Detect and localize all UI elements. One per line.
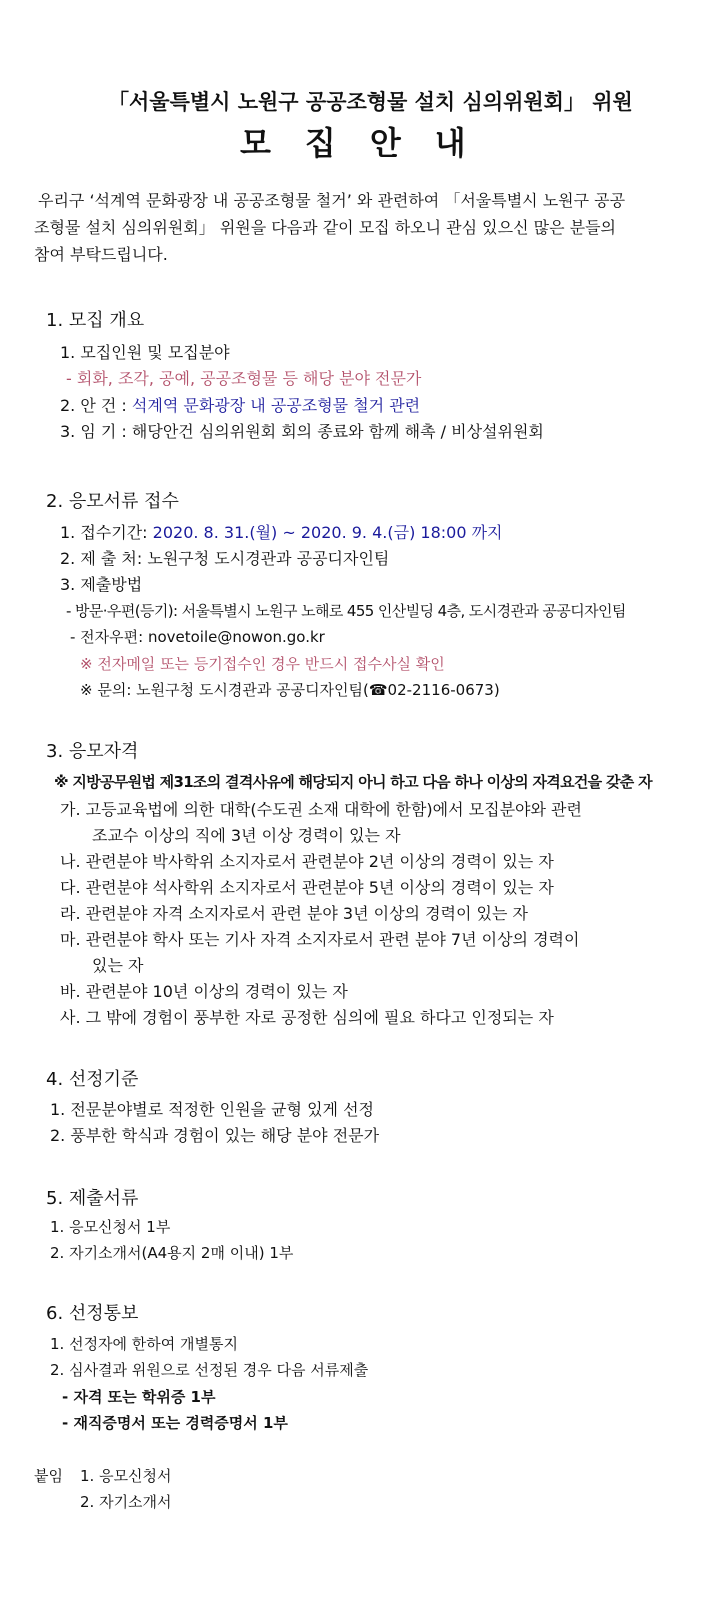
s2-item-1-label: 1. 접수기간: [60, 523, 153, 542]
s6-item-1: 1. 선정자에 한하여 개별통지 [50, 1335, 239, 1353]
section-5-heading: 5. 제출서류 [46, 1188, 139, 1209]
s3-item-sa: 사. 그 밖에 경험이 풍부한 자로 공정한 심의에 필요 하다고 인정되는 자 [60, 1008, 554, 1027]
s2-item-3: 3. 제출방법 [60, 575, 143, 594]
s3-item-ga-1: 가. 고등교육법에 의한 대학(수도권 소재 대학에 한함)에서 모집분야와 관련 [60, 800, 582, 819]
attachment-item-1: 1. 응모신청서 [80, 1467, 172, 1485]
s3-item-na: 나. 관련분야 박사학위 소지자로서 관련분야 2년 이상의 경력이 있는 자 [60, 852, 554, 871]
s2-item-1-value: 2020. 8. 31.(월) ~ 2020. 9. 4.(금) 18:00 까지 [152, 523, 503, 542]
s2-method-visit-mail: - 방문·우편(등기): 서울특별시 노원구 노해로 455 인산빌딩 4층, 도시경관과 공공디자인팀 [66, 602, 626, 620]
section-6-heading: 6. 선정통보 [46, 1303, 139, 1324]
title-line-1: 「서울특별시 노원구 공공조형물 설치 심의위원회」 위원 [108, 90, 633, 114]
section-4-heading: 4. 선정기준 [46, 1069, 139, 1090]
s6-item-2: 2. 심사결과 위원으로 선정된 경우 다음 서류제출 [50, 1361, 369, 1379]
s1-item-1-sub: - 회화, 조각, 공예, 공공조형물 등 해당 분야 전문가 [66, 369, 422, 388]
attachment-item-2: 2. 자기소개서 [80, 1493, 172, 1511]
section-2-heading: 2. 응모서류 접수 [46, 491, 179, 512]
s4-item-1: 1. 전문분야별로 적정한 인원을 균형 있게 선정 [50, 1100, 374, 1119]
intro-line-1: 우리구 ‘석계역 문화광장 내 공공조형물 철거’ 와 관련하여 「서울특별시 노원구 공공 [38, 191, 626, 210]
title-line-2: 모집안내 [240, 124, 500, 162]
s1-item-2-value: 석계역 문화광장 내 공공조형물 철거 관련 [131, 396, 421, 415]
s3-item-ga-2: 조교수 이상의 직에 3년 이상 경력이 있는 자 [92, 826, 401, 845]
s2-item-1 [60, 520, 503, 543]
s3-item-da: 다. 관련분야 석사학위 소지자로서 관련분야 5년 이상의 경력이 있는 자 [60, 878, 554, 897]
s3-item-ma-2: 있는 자 [92, 956, 144, 975]
s1-item-3 [60, 419, 544, 442]
s2-item-2: 2. 제 출 처: 노원구청 도시경관과 공공디자인팀 [60, 549, 390, 568]
s1-item-3-value: 해당안건 심의위원회 회의 종료와 함께 해촉 / 비상설위원회 [131, 422, 544, 441]
s4-item-2: 2. 풍부한 학식과 경험이 있는 해당 분야 전문가 [50, 1126, 380, 1145]
s1-item-2 [60, 393, 420, 416]
section-3-heading: 3. 응모자격 [46, 741, 139, 762]
s3-item-ra: 라. 관련분야 자격 소지자로서 관련 분야 3년 이상의 경력이 있는 자 [60, 904, 528, 923]
s5-item-2: 2. 자기소개서(A4용지 2매 이내) 1부 [50, 1244, 294, 1262]
section-1-heading: 1. 모집 개요 [46, 310, 145, 331]
s6-doc-1: - 자격 또는 학위증 1부 [62, 1388, 216, 1406]
s5-item-1: 1. 응모신청서 1부 [50, 1218, 171, 1236]
intro-line-2: 조형물 설치 심의위원회」 위원을 다음과 같이 모집 하오니 관심 있으신 많은 분들의 [34, 218, 616, 237]
s1-item-1: 1. 모집인원 및 모집분야 [60, 343, 230, 362]
s2-note-inquiry: ※ 문의: 노원구청 도시경관과 공공디자인팀(☎02-2116-0673) [80, 681, 500, 699]
attachment-label: 붙임 [34, 1467, 63, 1485]
s2-method-email: - 전자우편: novetoile@nowon.go.kr [70, 628, 325, 646]
s3-item-ba: 바. 관련분야 10년 이상의 경력이 있는 자 [60, 982, 348, 1001]
s2-note-confirm: ※ 전자메일 또는 등기접수인 경우 반드시 접수사실 확인 [80, 655, 445, 673]
s1-item-3-label: 3. 임 기 : [60, 422, 132, 441]
s3-lead: ※ 지방공무원법 제31조의 결격사유에 해당되지 아니 하고 다음 하나 이상의 자격요건을 갖춘 자 [54, 773, 652, 791]
s3-item-ma-1: 마. 관련분야 학사 또는 기사 자격 소지자로서 관련 분야 7년 이상의 경력이 [60, 930, 580, 949]
intro-line-3: 참여 부탁드립니다. [34, 245, 168, 264]
s6-doc-2: - 재직증명서 또는 경력증명서 1부 [62, 1414, 288, 1432]
s1-item-2-label: 2. 안 건 : [60, 396, 132, 415]
